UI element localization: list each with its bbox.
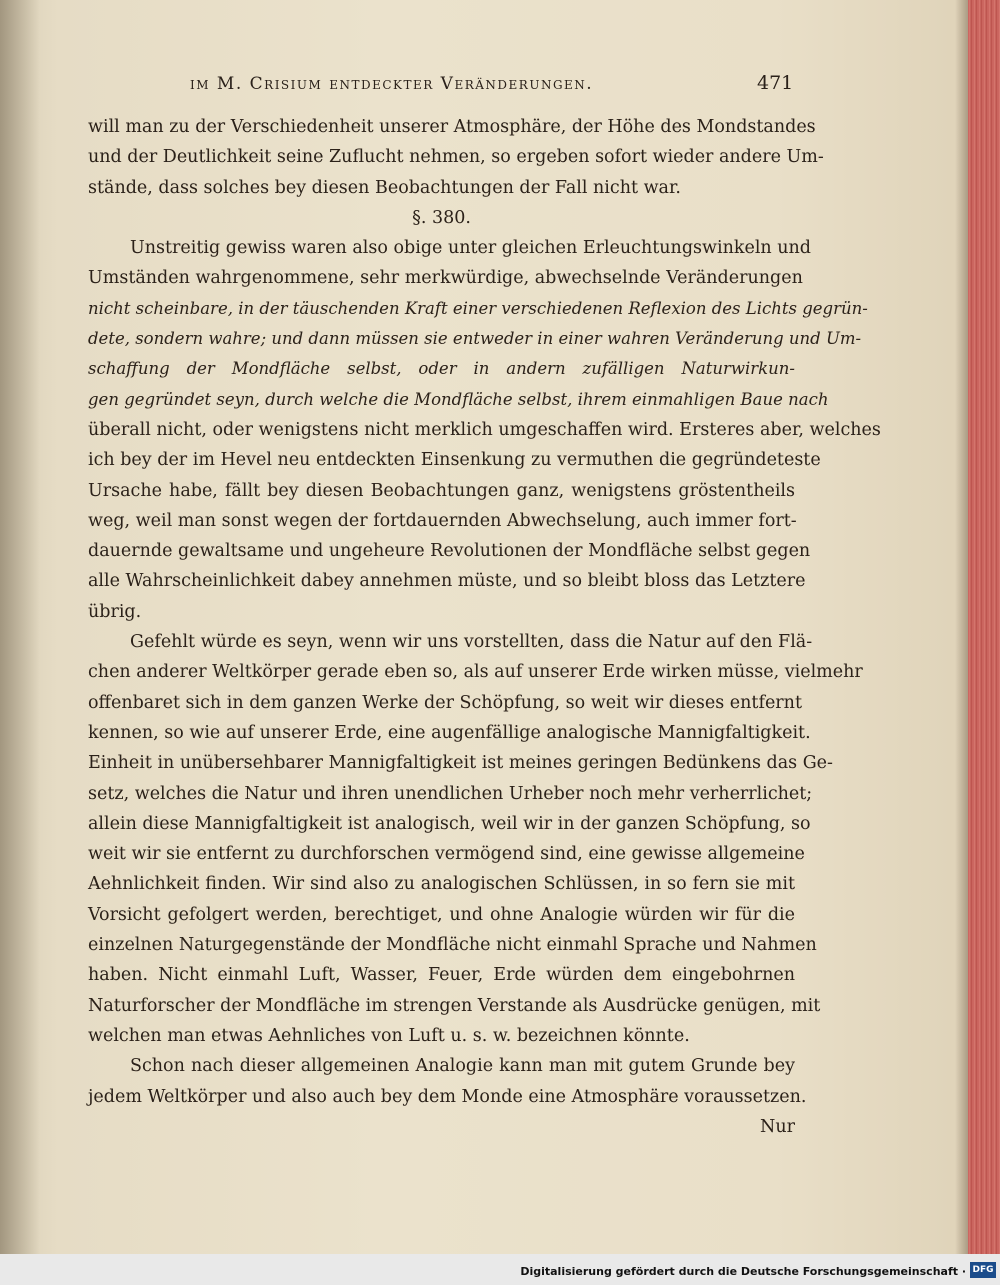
text-line: nicht scheinbare, in der täuschenden Kraft einer verschiedenen Reflexion des Lichts gegrün- xyxy=(88,298,868,318)
text-line: kennen, so wie auf unserer Erde, eine augenfällige analogische Mannigfaltigkeit. xyxy=(88,722,811,743)
text-line: Unstreitig gewiss waren also obige unter gleichen Erleuchtungswinkeln und xyxy=(130,238,811,259)
text-line: alle Wahrscheinlichkeit dabey annehmen müste, und so bleibt bloss das Letztere xyxy=(88,571,806,592)
text-line: haben. Nicht einmahl Luft, Wasser, Feuer, Erde würden dem eingebohrnen xyxy=(88,965,795,986)
text-line: Schon nach dieser allgemeinen Analogie kann man mit gutem Grunde bey xyxy=(130,1056,795,1077)
running-header: im M. Crisium entdeckter Veränderungen. xyxy=(190,74,594,94)
spine-shadow xyxy=(0,0,40,1254)
text-line: überall nicht, oder wenigstens nicht merklich umgeschaffen wird. Ersteres aber, welches xyxy=(88,419,881,440)
text-line: dauernde gewaltsame und ungeheure Revolutionen der Mondfläche selbst gegen xyxy=(88,541,811,562)
text-line: weg, weil man sonst wegen der fortdauernden Abwechselung, auch immer fort- xyxy=(88,510,797,531)
edge-shadow xyxy=(955,0,968,1254)
text-line: welchen man etwas Aehnliches von Luft u. s. w. bezeichnen könnte. xyxy=(88,1025,690,1046)
text-line: Aehnlichkeit finden. Wir sind also zu analogischen Schlüssen, in so fern sie mit xyxy=(88,874,795,895)
section-heading: §. 380. xyxy=(412,207,471,228)
text-line: weit wir sie entfernt zu durchforschen vermögend sind, eine gewisse allgemeine xyxy=(88,844,805,865)
body-text xyxy=(88,112,881,1142)
text-line: übrig. xyxy=(88,601,142,622)
text-line: Einheit in unübersehbarer Mannigfaltigkeit ist meines geringen Bedünkens das Ge- xyxy=(88,753,833,774)
text-line: offenbaret sich in dem ganzen Werke der Schöpfung, so weit wir dieses entfernt xyxy=(88,692,802,713)
text-line: schaffung der Mondfläche selbst, oder in andern zufälligen Naturwirkun- xyxy=(88,359,795,379)
text-line: ich bey der im Hevel neu entdeckten Einsenkung zu vermuthen die gegründeteste xyxy=(88,450,821,471)
text-line: gen gegründet seyn, durch welche die Mondfläche selbst, ihrem einmahligen Baue nach xyxy=(88,389,829,409)
footer-credit: Digitalisierung gefördert durch die Deutsche Forschungsgemeinschaft · xyxy=(520,1265,966,1278)
text-line: jedem Weltkörper und also auch bey dem Monde eine Atmosphäre voraussetzen. xyxy=(88,1086,807,1107)
text-line: Ursache habe, fällt bey diesen Beobachtungen ganz, wenigstens gröstentheils xyxy=(88,480,795,501)
page-number: 471 xyxy=(757,72,794,94)
text-line: Gefehlt würde es seyn, wenn wir uns vorstellten, dass die Natur auf den Flä- xyxy=(130,632,813,653)
catchword: Nur xyxy=(760,1116,795,1137)
page-edge xyxy=(968,0,1000,1254)
text-line: Vorsicht gefolgert werden, berechtiget, und ohne Analogie würden wir für die xyxy=(88,904,795,925)
text-line: einzelnen Naturgegenstände der Mondfläche nicht einmahl Sprache und Nahmen xyxy=(88,935,817,956)
dfg-logo: DFG xyxy=(970,1262,996,1278)
text-line: stände, dass solches bey diesen Beobachtungen der Fall nicht war. xyxy=(88,177,681,198)
text-line: und der Deutlichkeit seine Zuflucht nehmen, so ergeben sofort wieder andere Um- xyxy=(88,147,824,168)
text-line: Naturforscher der Mondfläche im strengen Verstande als Ausdrücke genügen, mit xyxy=(88,995,821,1016)
text-line: Umständen wahrgenommene, sehr merkwürdige, abwechselnde Veränderungen xyxy=(88,268,803,289)
text-line: will man zu der Verschiedenheit unserer Atmosphäre, der Höhe des Mondstandes xyxy=(88,117,816,137)
text-line: setz, welches die Natur und ihren unendlichen Urheber noch mehr verherrlichet; xyxy=(88,783,813,804)
text-line: allein diese Mannigfaltigkeit ist analogisch, weil wir in der ganzen Schöpfung, so xyxy=(88,813,811,834)
text-line: dete, sondern wahre; und dann müssen sie entweder in einer wahren Veränderung und Um- xyxy=(88,329,862,349)
text-line: chen anderer Weltkörper gerade eben so, als auf unserer Erde wirken müsse, vielmehr xyxy=(88,662,863,683)
